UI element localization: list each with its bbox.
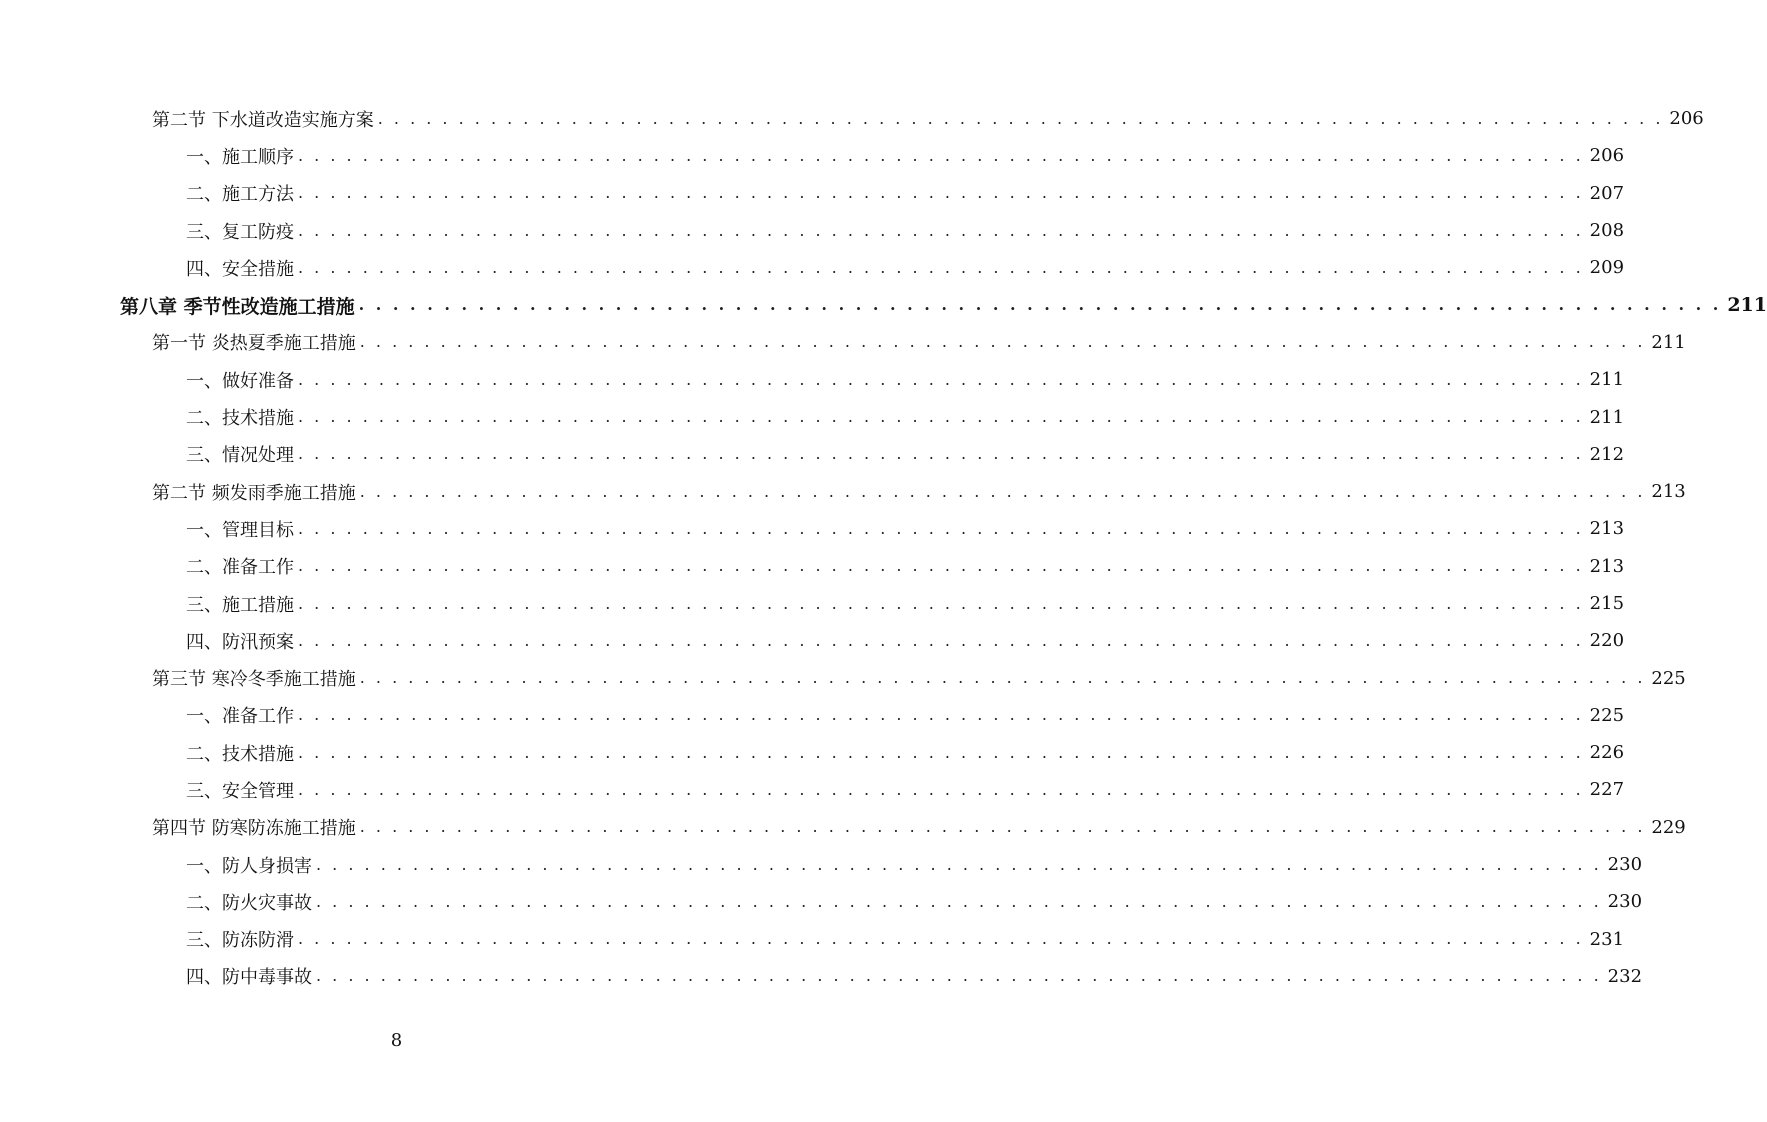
toc-entry-page: 232 — [1607, 965, 1643, 987]
dot-leader: . . . . . . . . . . . . . . . . . . . . . . . . . . . . . . . . . . . . . . . . . . . . . . . . . . . . . . . . . . . . . . . . . . . . . . . . . . . . . . . . — [298, 779, 1584, 799]
dot-leader: . . . . . . . . . . . . . . . . . . . . . . . . . . . . . . . . . . . . . . . . . . . . . . . . . . . . . . . . . . . . . . . . . . . . . . . . . . . . . . . . — [316, 891, 1602, 911]
toc-entry-label: 第八章 季节性改造施工措施 — [120, 292, 359, 319]
toc-entry-page: 225 — [1589, 704, 1625, 726]
toc-entry-section[interactable] — [0, 659, 1686, 696]
toc-entry-item[interactable] — [0, 361, 1625, 398]
toc-entry-section[interactable] — [0, 473, 1686, 510]
toc-entry-item[interactable] — [0, 846, 1643, 883]
dot-leader: . . . . . . . . . . . . . . . . . . . . . . . . . . . . . . . . . . . . . . . . . . . . . . . . . . . . . . . . . . . . . . . . . . . . . . . . . . . . . . . . — [359, 332, 1646, 352]
dot-leader: . . . . . . . . . . . . . . . . . . . . . . . . . . . . . . . . . . . . . . . . . . . . . . . . . . . . . . . . . . . . . . . . . . . . . . . . . . . . . . . . — [358, 295, 1722, 315]
toc-entry-label: 二、技术措施 — [186, 740, 298, 766]
toc-entry-item[interactable] — [0, 622, 1625, 659]
dot-leader: . . . . . . . . . . . . . . . . . . . . . . . . . . . . . . . . . . . . . . . . . . . . . . . . . . . . . . . . . . . . . . . . . . . . . . . . . . . . . . . . — [298, 630, 1584, 650]
toc-entry-page: 231 — [1589, 928, 1625, 950]
toc-entry-item[interactable] — [0, 175, 1625, 212]
toc-entry-item[interactable] — [0, 548, 1625, 585]
dot-leader: . . . . . . . . . . . . . . . . . . . . . . . . . . . . . . . . . . . . . . . . . . . . . . . . . . . . . . . . . . . . . . . . . . . . . . . . . . . . . . . . — [298, 257, 1584, 277]
toc-entry-label: 四、防中毒事故 — [186, 963, 316, 989]
dot-leader: . . . . . . . . . . . . . . . . . . . . . . . . . . . . . . . . . . . . . . . . . . . . . . . . . . . . . . . . . . . . . . . . . . . . . . . . . . . . . . . . — [298, 369, 1584, 389]
toc-entry-label: 二、准备工作 — [186, 553, 298, 579]
dot-leader: . . . . . . . . . . . . . . . . . . . . . . . . . . . . . . . . . . . . . . . . . . . . . . . . . . . . . . . . . . . . . . . . . . . . . . . . . . . . . . . . — [316, 854, 1602, 874]
toc-entry-label: 四、安全措施 — [186, 255, 298, 281]
toc-entry-chapter[interactable] — [0, 286, 1767, 323]
dot-leader: . . . . . . . . . . . . . . . . . . . . . . . . . . . . . . . . . . . . . . . . . . . . . . . . . . . . . . . . . . . . . . . . . . . . . . . . . . . . . . . . — [298, 407, 1584, 427]
dot-leader: . . . . . . . . . . . . . . . . . . . . . . . . . . . . . . . . . . . . . . . . . . . . . . . . . . . . . . . . . . . . . . . . . . . . . . . . . . . . . . . . — [298, 444, 1584, 464]
toc-entry-label: 四、防汛预案 — [186, 628, 298, 654]
dot-leader: . . . . . . . . . . . . . . . . . . . . . . . . . . . . . . . . . . . . . . . . . . . . . . . . . . . . . . . . . . . . . . . . . . . . . . . . . . . . . . . . — [359, 481, 1646, 501]
dot-leader: . . . . . . . . . . . . . . . . . . . . . . . . . . . . . . . . . . . . . . . . . . . . . . . . . . . . . . . . . . . . . . . . . . . . . . . . . . . . . . . . — [316, 966, 1602, 986]
toc-entry-label: 三、情况处理 — [186, 441, 298, 467]
toc-entry-label: 三、防冻防滑 — [186, 926, 298, 952]
toc-entry-page: 208 — [1589, 220, 1625, 242]
toc-entry-page: 211 — [1651, 331, 1686, 353]
toc-entry-item[interactable] — [0, 921, 1625, 958]
toc-entry-label: 第一节 炎热夏季施工措施 — [152, 329, 360, 355]
dot-leader: . . . . . . . . . . . . . . . . . . . . . . . . . . . . . . . . . . . . . . . . . . . . . . . . . . . . . . . . . . . . . . . . . . . . . . . . . . . . . . . . — [298, 145, 1584, 165]
toc-entry-page: 229 — [1651, 816, 1686, 838]
dot-leader: . . . . . . . . . . . . . . . . . . . . . . . . . . . . . . . . . . . . . . . . . . . . . . . . . . . . . . . . . . . . . . . . . . . . . . . . . . . . . . . . — [298, 183, 1584, 203]
dot-leader: . . . . . . . . . . . . . . . . . . . . . . . . . . . . . . . . . . . . . . . . . . . . . . . . . . . . . . . . . . . . . . . . . . . . . . . . . . . . . . . . — [359, 817, 1646, 837]
toc-entry-page: 220 — [1589, 630, 1625, 652]
dot-leader: . . . . . . . . . . . . . . . . . . . . . . . . . . . . . . . . . . . . . . . . . . . . . . . . . . . . . . . . . . . . . . . . . . . . . . . . . . . . . . . . — [377, 108, 1664, 128]
toc-entry-label: 二、防火灾事故 — [186, 889, 316, 915]
toc-entry-label: 二、施工方法 — [186, 180, 298, 206]
toc-entry-page: 230 — [1607, 891, 1643, 913]
dot-leader: . . . . . . . . . . . . . . . . . . . . . . . . . . . . . . . . . . . . . . . . . . . . . . . . . . . . . . . . . . . . . . . . . . . . . . . . . . . . . . . . — [359, 668, 1646, 688]
dot-leader: . . . . . . . . . . . . . . . . . . . . . . . . . . . . . . . . . . . . . . . . . . . . . . . . . . . . . . . . . . . . . . . . . . . . . . . . . . . . . . . . — [298, 220, 1584, 240]
toc-entry-page: 206 — [1669, 108, 1704, 130]
toc-entry-label: 三、安全管理 — [186, 777, 298, 803]
toc-entry-page: 227 — [1589, 779, 1625, 801]
toc-entry-item[interactable] — [0, 771, 1625, 808]
toc-entry-label: 一、准备工作 — [186, 702, 298, 728]
toc-entry-section[interactable] — [0, 324, 1686, 361]
toc-entry-label: 二、技术措施 — [186, 404, 298, 430]
toc-entry-label: 三、复工防疫 — [186, 218, 298, 244]
toc-entry-page: 211 — [1727, 294, 1767, 317]
toc-entry-label: 一、做好准备 — [186, 367, 298, 393]
toc-entry-page: 226 — [1589, 742, 1625, 764]
toc-entry-label: 第二节 频发雨季施工措施 — [152, 479, 360, 505]
toc-entry-label: 三、施工措施 — [186, 591, 298, 617]
dot-leader: . . . . . . . . . . . . . . . . . . . . . . . . . . . . . . . . . . . . . . . . . . . . . . . . . . . . . . . . . . . . . . . . . . . . . . . . . . . . . . . . — [298, 556, 1584, 576]
dot-leader: . . . . . . . . . . . . . . . . . . . . . . . . . . . . . . . . . . . . . . . . . . . . . . . . . . . . . . . . . . . . . . . . . . . . . . . . . . . . . . . . — [298, 705, 1584, 725]
toc-entry-section[interactable] — [0, 809, 1686, 846]
dot-leader: . . . . . . . . . . . . . . . . . . . . . . . . . . . . . . . . . . . . . . . . . . . . . . . . . . . . . . . . . . . . . . . . . . . . . . . . . . . . . . . . — [298, 518, 1584, 538]
toc-entry-page: 212 — [1589, 443, 1625, 465]
toc-entry-item[interactable] — [0, 585, 1625, 622]
dot-leader: . . . . . . . . . . . . . . . . . . . . . . . . . . . . . . . . . . . . . . . . . . . . . . . . . . . . . . . . . . . . . . . . . . . . . . . . . . . . . . . . — [298, 742, 1584, 762]
toc-entry-item[interactable] — [0, 510, 1625, 547]
toc-entry-item[interactable] — [0, 734, 1625, 771]
toc-entry-page: 213 — [1589, 518, 1625, 540]
table-of-contents — [0, 100, 1767, 995]
toc-entry-item[interactable] — [0, 398, 1625, 435]
toc-entry-page: 211 — [1589, 406, 1625, 428]
toc-entry-page: 213 — [1589, 555, 1625, 577]
toc-entry-page: 206 — [1589, 145, 1625, 167]
toc-entry-label: 第三节 寒冷冬季施工措施 — [152, 665, 360, 691]
toc-entry-item[interactable] — [0, 137, 1625, 174]
toc-entry-label: 第二节 下水道改造实施方案 — [152, 106, 378, 132]
toc-entry-page: 207 — [1589, 182, 1625, 204]
toc-entry-page: 209 — [1589, 257, 1625, 279]
toc-entry-page: 213 — [1651, 481, 1686, 503]
toc-entry-label: 一、施工顺序 — [186, 143, 298, 169]
toc-entry-item[interactable] — [0, 697, 1625, 734]
dot-leader: . . . . . . . . . . . . . . . . . . . . . . . . . . . . . . . . . . . . . . . . . . . . . . . . . . . . . . . . . . . . . . . . . . . . . . . . . . . . . . . . — [298, 593, 1584, 613]
toc-entry-item[interactable] — [0, 883, 1643, 920]
toc-entry-item[interactable] — [0, 212, 1625, 249]
page-number: 8 — [390, 1030, 403, 1051]
toc-entry-page: 211 — [1589, 369, 1625, 391]
toc-entry-page: 225 — [1651, 667, 1686, 689]
toc-entry-section[interactable] — [0, 100, 1704, 137]
toc-entry-item[interactable] — [0, 249, 1625, 286]
toc-entry-label: 一、管理目标 — [186, 516, 298, 542]
toc-entry-label: 一、防人身损害 — [186, 852, 316, 878]
dot-leader: . . . . . . . . . . . . . . . . . . . . . . . . . . . . . . . . . . . . . . . . . . . . . . . . . . . . . . . . . . . . . . . . . . . . . . . . . . . . . . . . — [298, 929, 1584, 949]
toc-entry-label: 第四节 防寒防冻施工措施 — [152, 814, 360, 840]
toc-entry-page: 230 — [1607, 854, 1643, 876]
toc-entry-item[interactable] — [0, 436, 1625, 473]
toc-entry-page: 215 — [1589, 593, 1625, 614]
toc-entry-item[interactable] — [0, 958, 1643, 995]
